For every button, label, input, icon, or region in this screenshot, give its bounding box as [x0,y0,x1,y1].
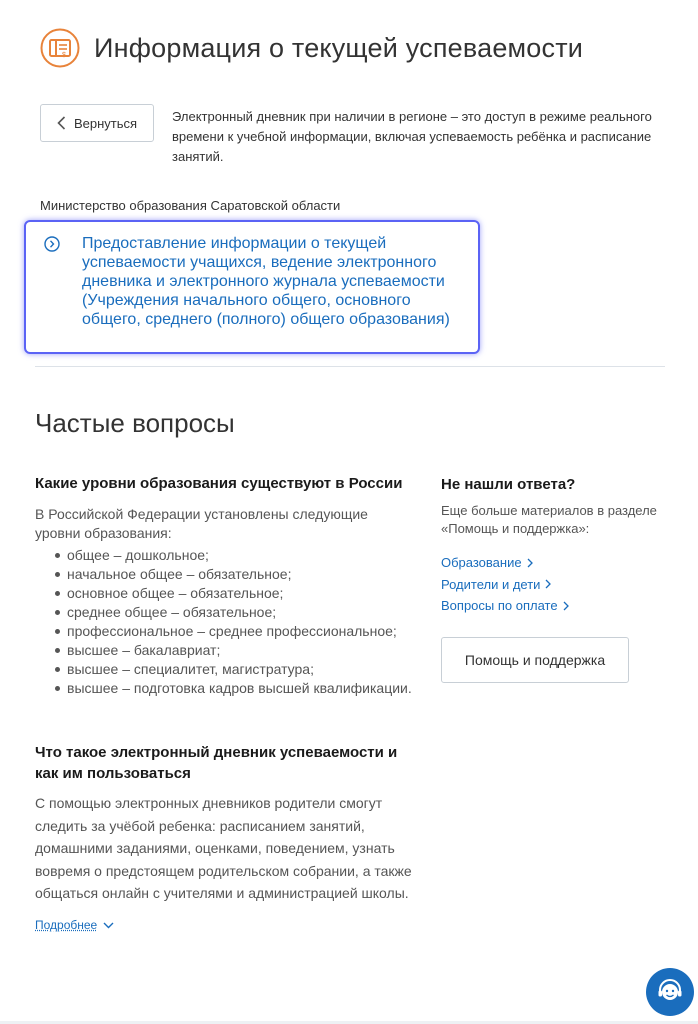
list-item: высшее – подготовка кадров высшей квалификации. [55,679,415,698]
page-title: Информация о текущей успеваемости [94,32,584,63]
section-divider [35,366,665,367]
chevron-right-icon [527,558,533,568]
intro-text: Электронный дневник при наличии в регионе – это доступ в режиме реального времени к учебной информации, включая успеваемость ребёнка и расписание занятий. [172,109,652,164]
chevron-left-icon [57,116,66,130]
link-education[interactable] [441,552,569,574]
support-button[interactable]: Помощь и поддержка [441,637,629,683]
list-item: высшее – бакалавриат; [55,641,415,660]
list-item: начальное общее – обязательное; [55,565,415,584]
more-link[interactable] [35,918,114,932]
list-item: профессиональное – среднее профессиональное; [55,622,415,641]
book-document-icon [40,28,80,68]
chevron-right-icon [545,579,551,589]
list-item: общее – дошкольное; [55,546,415,565]
link-payment-questions-label: Вопросы по оплате [441,598,558,613]
back-button[interactable] [40,104,154,142]
page-header [40,28,583,68]
list-item: среднее общее – обязательное; [55,603,415,622]
service-card[interactable] [24,220,480,354]
link-payment-questions[interactable] [441,595,569,617]
link-parents-children-label: Родители и дети [441,576,541,592]
more-link-label: Подробнее [35,918,98,932]
link-parents-children[interactable] [441,574,569,596]
aside-links [441,552,569,617]
list-item: основное общее – обязательное; [55,584,415,603]
faq-answer-2: С помощью электронных дневников родители смогут следить за учёбой ребенка: расписанием занятий, домашними заданиями, оценками, поведением, узнать вовремя о предстоящем родительском собрании, а также общаться онлайн с учителями и администрацией школы. [35,795,412,902]
aside-title: Не нашли ответа? [441,476,576,493]
service-link[interactable]: Предоставление информации о текущей успеваемости учащихся, ведение электронного дневника и электронного журнала успеваемости (Учреждения начального общего, основного общего, среднего (полного) общего образования) [82,235,450,328]
link-education-label: Образование [441,555,522,570]
ministry-name: Министерство образования Саратовской области [40,198,341,213]
assistant-button[interactable] [646,968,694,1016]
chevron-down-icon [103,922,114,929]
faq-answer-1-intro: В Российской Федерации установлены следующие уровни образования: [35,506,368,541]
aside-text: Еще больше материалов в разделе «Помощь и поддержка»: [441,503,657,536]
back-button-label: Вернуться [73,115,138,131]
faq-question-2: Что такое электронный дневник успеваемости и как им пользоваться [35,744,398,782]
assistant-headset-icon [654,976,686,1008]
chevron-right-icon [563,601,569,611]
faq-question-1: Какие уровни образования существуют в России [35,475,403,492]
education-levels-list [55,546,415,698]
list-item: высшее – специалитет, магистратура; [55,660,415,679]
svg-text:$: $ [62,52,66,59]
circle-chevron-right-icon [44,236,60,252]
faq-title: Частые вопросы [35,408,235,438]
